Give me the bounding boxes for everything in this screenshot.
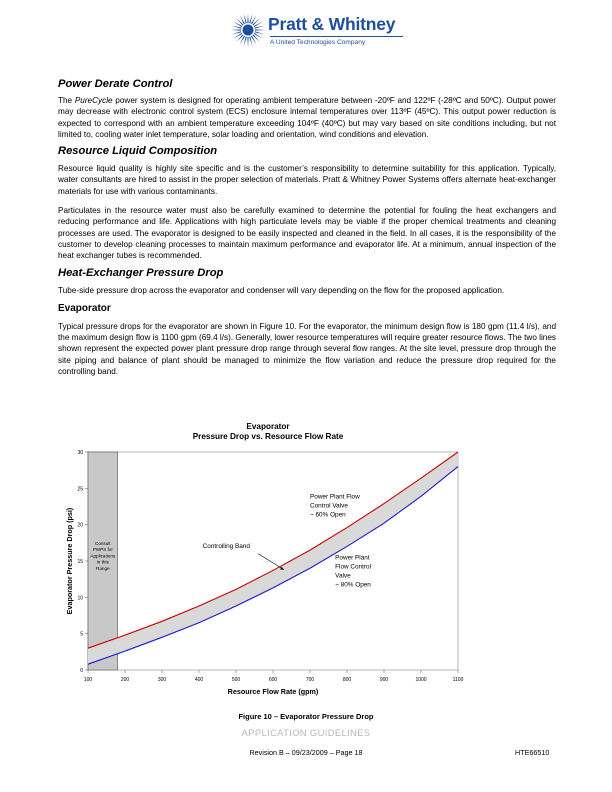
consult-note-line: Range <box>96 565 110 571</box>
logo-ray <box>249 37 252 47</box>
power-derate-pre: The <box>58 96 75 105</box>
x-axis-label: Resource Flow Rate (gpm) <box>227 687 319 696</box>
paragraph-heat-exchanger: Tube-side pressure drop across the evaporator and condenser will vary depending on the flow for the proposed application. <box>58 285 505 295</box>
company-logo <box>230 10 410 54</box>
logo-rule <box>270 36 403 37</box>
power-derate-post: power system is designed for operating ambient temperature between -20ºF and 122ºF (-28ºC and 50ºC). Output power may decrease with electronic control system (ECS) enclosure internal temperatures over 113ºF (45ºC). This output power reduction is expected to correspond with an ambient temperature exceeding 104ºF (40ºC) but may vary based on site conditions including, but not limited to, cooling water inlet temperature, solar loading and orientation, wind conditions and elevation. <box>58 96 556 139</box>
chart-subtitle: Pressure Drop vs. Resource Flow Rate <box>192 432 344 441</box>
chart-svg <box>58 418 478 708</box>
x-tick-label: 500 <box>231 677 241 683</box>
logo-ray <box>255 29 265 30</box>
x-tick-label: 600 <box>268 677 278 683</box>
footer-doc-number: HTE66510 <box>515 748 550 757</box>
logo-ray <box>252 34 260 42</box>
consult-note-line: Applications <box>90 553 116 559</box>
page-content <box>58 78 556 377</box>
x-tick-label: 1000 <box>415 677 427 683</box>
heading-heat-exchanger: Heat-Exchanger Pressure Drop <box>58 266 224 279</box>
company-subtitle: A United Technologies Company <box>270 39 366 46</box>
y-tick-label: 0 <box>80 668 83 674</box>
lower-series-label-line: Power Plant <box>335 554 370 562</box>
paragraph-evaporator: Typical pressure drops for the evaporator are shown in Figure 10. For the evaporator, the minimum design flow is 180 gpm (11.4 l/s), and the maximum design flow is 1100 gpm (69.4 l/s). Generally, lower resource temperatures will require greater resource flows. The two lines shown represent the expected power plant pressure drop range through several flow ranges. At the site level, pressure drop through the site piping and balance of plant should be managed to minimize the flow variation and reduce the pressure drop required for the controlling band. <box>58 321 556 377</box>
x-tick-label: 400 <box>194 677 204 683</box>
x-tick-label: 1100 <box>452 677 464 683</box>
logo-ray <box>236 34 244 42</box>
upper-series-label-line: ~ 60% Open <box>310 511 346 519</box>
lower-series-label-line: Flow Control <box>335 563 372 571</box>
consult-note-line: Consult <box>95 541 111 547</box>
logo-ray <box>255 26 265 29</box>
logo-ray <box>232 26 242 29</box>
y-tick-label: 25 <box>77 486 83 493</box>
y-tick-label: 20 <box>77 522 83 529</box>
lower-series-label-line: ~ 80% Open <box>335 581 371 589</box>
y-tick-label: 10 <box>77 595 83 602</box>
evaporator-chart <box>58 418 478 708</box>
figure-caption: Figure 10 – Evaporator Pressure Drop <box>238 712 374 721</box>
paragraph-power-derate <box>58 95 556 140</box>
x-tick-label: 200 <box>120 677 130 683</box>
footer-revision: Revision B – 09/23/2009 – Page 18 <box>249 748 363 757</box>
y-axis-label: Evaporator Pressure Drop (psi) <box>65 507 74 615</box>
logo-ray <box>236 18 244 26</box>
paragraph-resource-liquid-1: Resource liquid quality is highly site specific and is the customer’s responsibility to determine suitability for this application. Typically, water consultants are hired to assist in the proper selection of materials. Pratt & Whitney Power Systems offers alternate heat-exchanger materials for use with various contaminants. <box>58 164 556 196</box>
footer-guidelines: APPLICATION GUIDELINES <box>241 728 371 739</box>
x-tick-label: 800 <box>342 677 352 683</box>
consult-note-line: in this <box>96 559 109 565</box>
logo-ray <box>249 14 252 24</box>
logo-ray <box>252 18 260 26</box>
y-tick-label: 30 <box>77 450 83 456</box>
paragraph-resource-liquid-2: Particulates in the resource water must also be carefully examined to determine the potential for fouling the heat exchangers and reducing performance and life. Applications with high particulate levels may be viable if the proper chemical treatments and cleaning processes are used. The evaporator is designed to be easily inspected and cleaned in the field. In all cases, it is the responsibility of the customer to develop cleaning processes to maintain maximum performance and evaporator life. At a minimum, annual inspection of the heat exchanger tubes is recommended. <box>58 206 556 261</box>
y-tick-label: 5 <box>80 631 83 638</box>
heading-resource-liquid: Resource Liquid Composition <box>58 145 218 158</box>
controlling-band-label: Controlling Band <box>202 542 250 550</box>
lower-series-label-line: Valve <box>335 572 351 580</box>
y-tick-label: 15 <box>77 559 83 565</box>
x-tick-label: 900 <box>379 677 389 683</box>
upper-series-label-line: Power Plant Flow <box>310 493 360 501</box>
heading-power-derate: Power Derate Control <box>58 78 173 90</box>
logo-ray <box>247 37 248 47</box>
logo-ray <box>255 31 265 34</box>
x-tick-label: 300 <box>157 677 167 683</box>
sunburst-logo-icon <box>230 12 266 48</box>
company-name: Pratt & Whitney <box>268 14 396 34</box>
x-tick-label: 100 <box>83 677 93 683</box>
logo-ray <box>231 29 241 30</box>
upper-series-label-line: Control Valve <box>310 502 348 510</box>
logo-ray <box>232 31 242 34</box>
logo-ray <box>247 13 248 23</box>
heading-evaporator: Evaporator <box>58 302 111 314</box>
consult-note-line: PWPS for <box>92 547 113 553</box>
logo-ray <box>244 14 247 24</box>
logo-ray <box>244 37 247 47</box>
x-tick-label: 700 <box>305 677 315 683</box>
product-name: PureCycle <box>74 96 113 105</box>
chart-title: Evaporator <box>246 422 290 431</box>
